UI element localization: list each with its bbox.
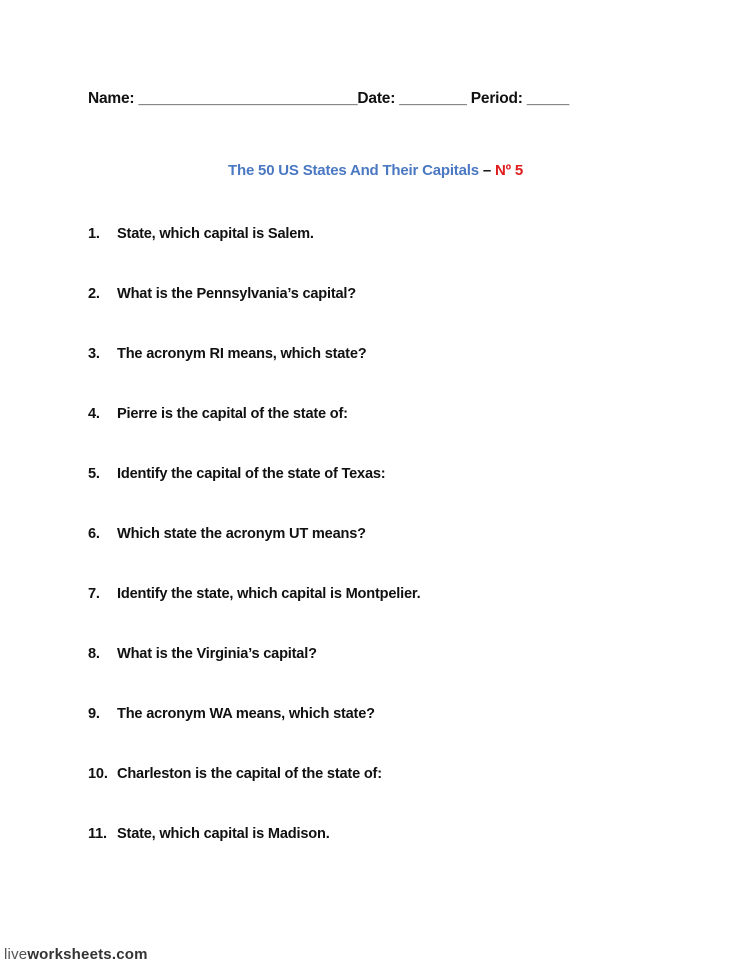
question-number: 1.: [88, 226, 100, 242]
question-item: [88, 526, 366, 542]
question-item: [88, 346, 366, 362]
question-item: [88, 226, 314, 242]
question-number: 6.: [88, 526, 100, 542]
question-item: [88, 706, 375, 722]
question-text: Identify the state, which capital is Montpelier.: [117, 586, 421, 602]
question-number: 4.: [88, 406, 100, 422]
question-text: State, which capital is Salem.: [117, 226, 314, 242]
question-text: Identify the capital of the state of Texas:: [117, 466, 386, 482]
worksheet-title: [0, 162, 751, 179]
question-number: 9.: [88, 706, 100, 722]
name-label: Name:: [88, 90, 139, 107]
liveworksheets-logo: [4, 946, 148, 963]
period-label: Period:: [466, 90, 527, 107]
question-item: [88, 466, 385, 482]
question-number: 3.: [88, 346, 100, 362]
question-text: The acronym WA means, which state?: [117, 706, 375, 722]
question-number: 11.: [88, 826, 107, 842]
title-dash: –: [478, 162, 495, 179]
question-item: [88, 826, 330, 842]
question-number: 10.: [88, 766, 108, 782]
date-label: Date:: [357, 90, 400, 107]
question-number: 8.: [88, 646, 100, 662]
logo-com: .com: [111, 946, 148, 963]
question-text: Which state the acronym UT means?: [117, 526, 366, 542]
question-number: 2.: [88, 286, 100, 302]
period-blank[interactable]: _____: [526, 90, 569, 107]
date-blank[interactable]: ________: [399, 90, 467, 107]
question-item: [88, 586, 420, 602]
logo-live: live: [4, 946, 28, 963]
question-item: [88, 646, 317, 662]
logo-worksheets: worksheets: [27, 946, 112, 963]
student-info-line: [88, 90, 569, 108]
question-text: Pierre is the capital of the state of:: [117, 406, 348, 422]
question-number: 5.: [88, 466, 100, 482]
question-text: What is the Virginia’s capital?: [117, 646, 317, 662]
question-number: 7.: [88, 586, 100, 602]
question-text: The acronym RI means, which state?: [117, 346, 367, 362]
question-text: State, which capital is Madison.: [117, 826, 330, 842]
question-text: Charleston is the capital of the state of:: [117, 766, 382, 782]
name-blank[interactable]: __________________________: [138, 90, 358, 107]
question-item: [88, 286, 356, 302]
question-item: [88, 406, 348, 422]
question-text: What is the Pennsylvania’s capital?: [117, 286, 357, 302]
worksheet-number: Nº 5: [494, 162, 523, 179]
question-item: [88, 766, 382, 782]
title-text: The 50 US States And Their Capitals: [228, 162, 479, 179]
